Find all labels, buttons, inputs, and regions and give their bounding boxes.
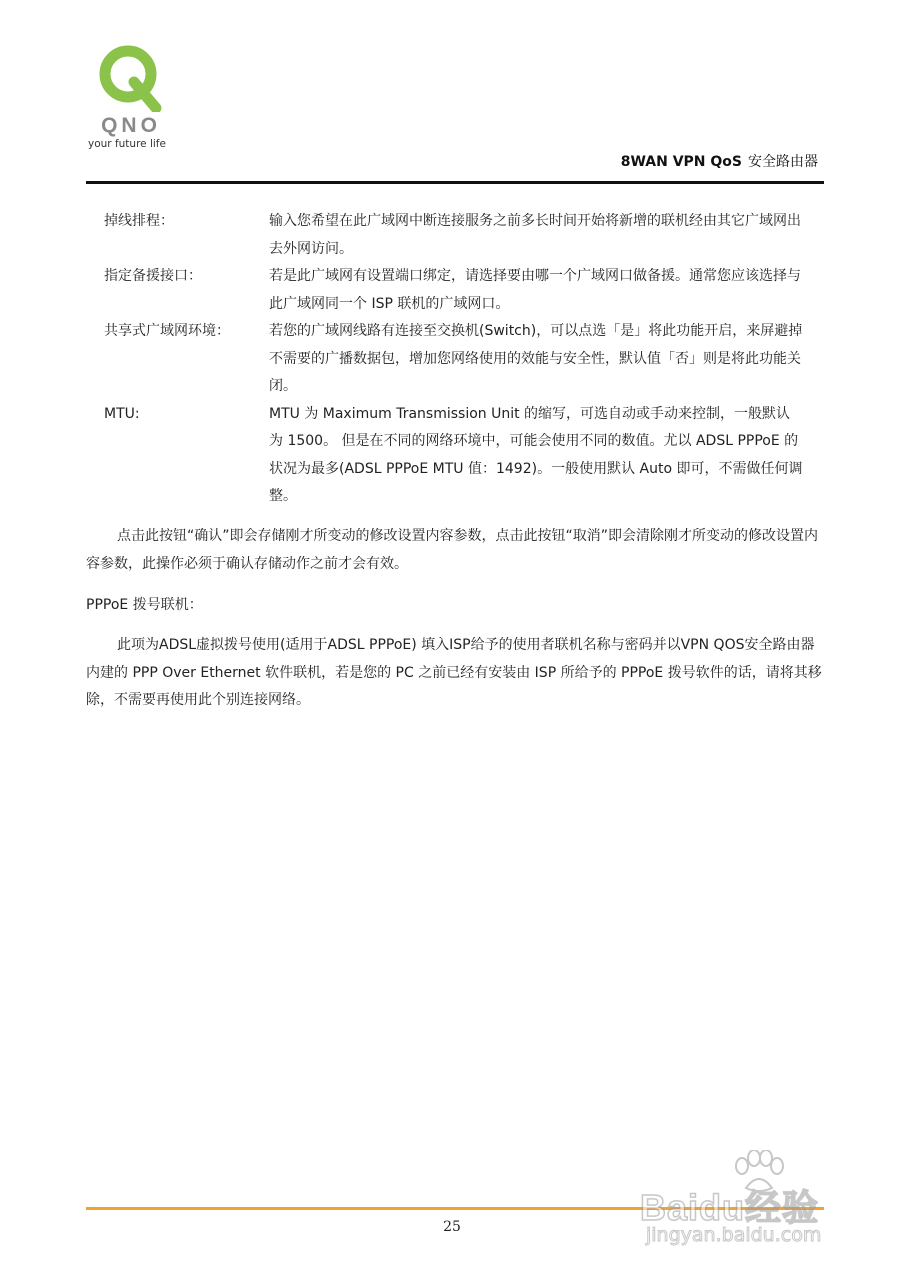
product-name-cn: 安全路由器 [748, 154, 818, 170]
logo-tagline: your future life [88, 138, 166, 150]
header-divider [86, 181, 824, 184]
definition-row [104, 263, 804, 318]
page-header-title [621, 151, 818, 171]
qno-logo [88, 44, 178, 152]
definition-term: 共享式广域网环境： [104, 323, 230, 339]
definition-row [104, 208, 804, 263]
definition-desc: 若您的广域网线路有连接至交换机(Switch)，可以点选「是」将此功能开启，来屏避掉不需要的广播数据包，增加您网络使用的效能与安全性，默认值「否」则是将此功能关闭。 [269, 323, 803, 394]
definition-row [104, 318, 804, 401]
baidu-watermark [640, 1150, 850, 1260]
product-name: 8WAN VPN QoS [620, 154, 742, 170]
definition-desc: 输入您希望在此广域网中断连接服务之前多长时间开始将新增的联机经由其它广域网出去外网访问。 [269, 213, 801, 257]
definition-term: MTU: [104, 405, 140, 422]
logo-wordmark: QNO [101, 114, 161, 137]
definition-list [104, 208, 804, 511]
definition-desc: 若是此广域网有设置端口绑定，请选择要由哪一个广域网口做备援。通常您应该选择与此广域网同一个 ISP 联机的广域网口。 [269, 268, 801, 312]
page-number: 25 [443, 1219, 461, 1235]
watermark-brand: Baidu经验 [640, 1187, 820, 1228]
definition-desc: MTU 为 Maximum Transmission Unit 的缩写，可选自动或手动来控制，一般默认为 1500。 但是在不同的网络环境中，可能会使用不同的数值。尤以 ADSL PPPoE 的状况为最多(ADSL PPPoE MTU 值：1492)。一般使用默认 Auto 即可，不需做任何调整。 [269, 405, 803, 504]
definition-term: 掉线排程： [104, 213, 174, 229]
watermark-url: jingyan.baidu.com [646, 1224, 822, 1246]
definition-row [104, 401, 804, 511]
pppoe-description: 此项为ADSL虚拟拨号使用(适用于ADSL PPPoE) 填入ISP给予的使用者联机名称与密码并以VPN QOS安全路由器内建的 PPP Over Ethernet 软件联机，若是您的 PC 之前已经有安装由 ISP 所给予的 PPPoE 拨号软件的话，请将其移除，不需要再使用此个别连接网络。 [86, 637, 822, 708]
confirm-cancel-note: 点击此按钮“确认”即会存储刚才所变动的修改设置内容参数，点击此按钮“取消”即会清除刚才所变动的修改设置内容参数，此操作必须于确认存储动作之前才会有效。 [86, 528, 819, 572]
pppoe-heading: PPPoE 拨号联机： [86, 597, 203, 613]
definition-term: 指定备援接口： [104, 268, 202, 284]
qno-q-mark-icon [98, 44, 162, 112]
